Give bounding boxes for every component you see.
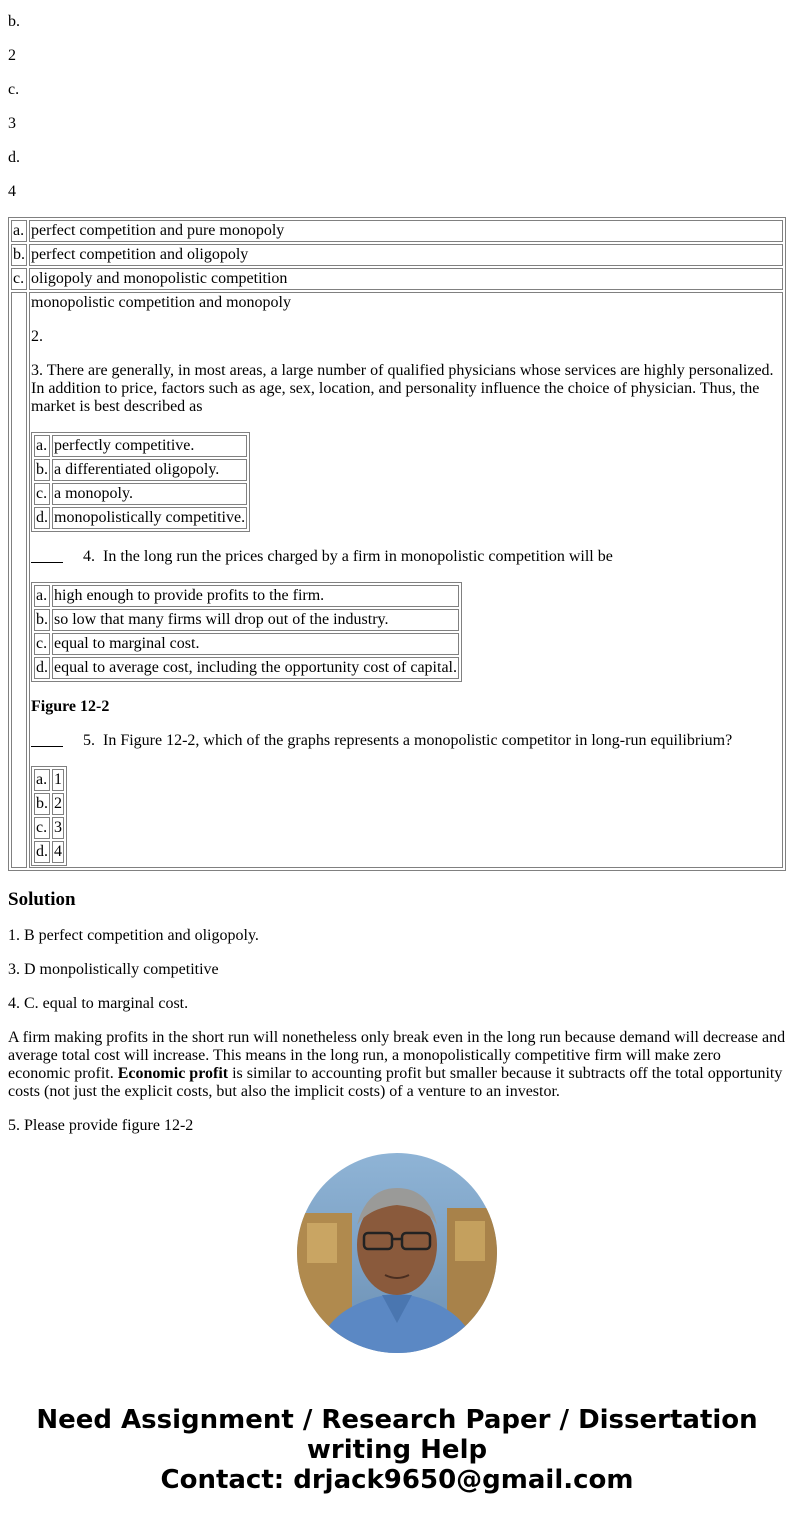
option-label: a. (34, 435, 50, 457)
solution-line: 3. D monpolistically competitive (8, 961, 219, 978)
option-d-text: monopolistic competition and monopoly (31, 294, 291, 311)
option-label: c. (34, 633, 50, 655)
option-label: d. (34, 657, 50, 679)
table-row (34, 793, 64, 815)
option-text: perfect competition and pure monopoly (29, 220, 783, 242)
question-2-label: 2. (31, 328, 43, 345)
option-text: monopolistically competitive. (52, 507, 247, 529)
option-text: 1 (52, 769, 64, 791)
option-label: a. (34, 769, 50, 791)
option-text: a monopoly. (52, 483, 247, 505)
option-text: a differentiated oligopoly. (52, 459, 247, 481)
question-table (8, 217, 786, 871)
footer-line: writing Help (306, 1435, 488, 1465)
question-5 (31, 732, 781, 750)
question-number: 4. (83, 548, 95, 565)
option-text: 2 (52, 793, 64, 815)
table-row (34, 633, 459, 655)
option-text: equal to marginal cost. (52, 633, 459, 655)
table-row (11, 292, 783, 868)
avatar (297, 1153, 497, 1353)
top-line: 2 (8, 47, 16, 64)
option-text: oligopoly and monopolistic competition (29, 268, 783, 290)
question-4-text: In the long run the prices charged by a firm in monopolistic competition will be (103, 548, 613, 565)
footer-banner (0, 1405, 794, 1495)
table-row (11, 244, 783, 266)
table-row (11, 268, 783, 290)
option-label: b. (34, 609, 50, 631)
question-number: 5. (83, 732, 95, 749)
question-4-options (31, 582, 462, 682)
answer-blank (31, 548, 63, 563)
option-label: a. (34, 585, 50, 607)
table-row (34, 769, 64, 791)
option-text: equal to average cost, including the opportunity cost of capital. (52, 657, 459, 679)
solution-heading: Solution (8, 889, 76, 910)
solution-line: 4. C. equal to marginal cost. (8, 995, 189, 1012)
top-line: 3 (8, 115, 16, 132)
option-label-empty (11, 292, 27, 868)
option-label: c. (34, 817, 50, 839)
answer-blank (31, 732, 63, 747)
table-row (34, 459, 247, 481)
table-row (34, 657, 459, 679)
option-label: b. (34, 459, 50, 481)
footer-contact: Contact: drjack9650@gmail.com (160, 1465, 634, 1495)
figure-label: Figure 12-2 (31, 698, 110, 715)
option-label: a. (11, 220, 27, 242)
table-row (34, 585, 459, 607)
question-5-text: In Figure 12-2, which of the graphs represents a monopolistic competitor in long-run equilibrium? (103, 732, 733, 749)
option-label: b. (34, 793, 50, 815)
top-line: 4 (8, 183, 16, 200)
option-label: d. (34, 507, 50, 529)
option-text: 3 (52, 817, 64, 839)
table-row (34, 817, 64, 839)
solution-paragraph: A firm making profits in the short run will nonetheless only break even in the long run because demand will decrease and average total cost will increase. This means in the long run, a monopolistically competitive firm will make zero economic profit. Economic profit is similar to accounting profit but smaller because it subtracts off the total opportunity costs (not just the explicit costs, but also the implicit costs) of a venture to an investor. (8, 1029, 786, 1100)
top-line: d. (8, 149, 20, 166)
option-text: perfect competition and oligopoly (29, 244, 783, 266)
footer-line: Need Assignment / Research Paper / Dissertation (36, 1405, 758, 1435)
question-4 (31, 548, 781, 566)
solution-line: 5. Please provide figure 12-2 (8, 1117, 194, 1134)
top-line: b. (8, 13, 20, 30)
option-label: c. (11, 268, 27, 290)
table-row (34, 435, 247, 457)
option-label: c. (34, 483, 50, 505)
top-line: c. (8, 81, 20, 98)
option-text: high enough to provide profits to the firm. (52, 585, 459, 607)
document (8, 0, 786, 1151)
question-3-text: 3. There are generally, in most areas, a large number of qualified physicians whose services are highly personalized. In addition to price, factors such as age, sex, location, and personality influence the choice of physician. Thus, the market is best described as (31, 362, 774, 415)
table-row (11, 220, 783, 242)
avatar-photo (297, 1153, 497, 1353)
solution-line: 1. B perfect competition and oligopoly. (8, 927, 259, 944)
option-text: 4 (52, 841, 64, 863)
question-5-options (31, 766, 67, 866)
table-row (34, 507, 247, 529)
question-3-options (31, 432, 250, 532)
option-d-cell (29, 292, 783, 868)
option-label: b. (11, 244, 27, 266)
table-row (34, 483, 247, 505)
option-text: perfectly competitive. (52, 435, 247, 457)
option-text: so low that many firms will drop out of the industry. (52, 609, 459, 631)
table-row (34, 841, 64, 863)
table-row (34, 609, 459, 631)
option-label: d. (34, 841, 50, 863)
top-lines (8, 0, 786, 217)
